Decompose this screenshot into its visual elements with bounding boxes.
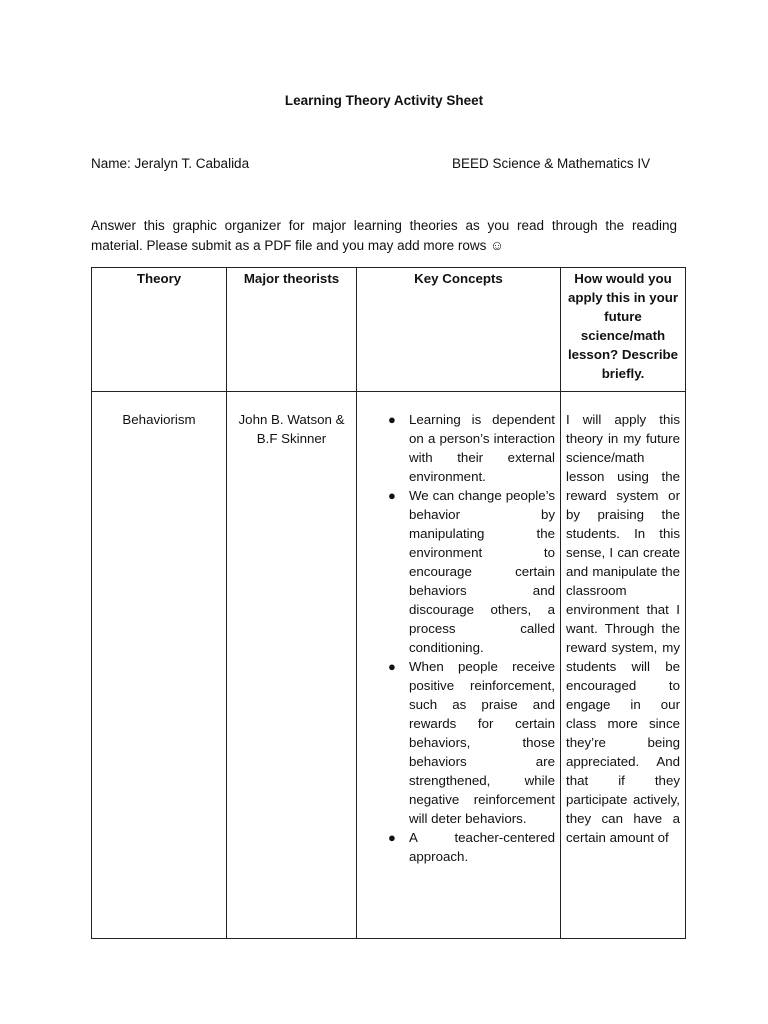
header-major-theorists: Major theorists bbox=[227, 268, 357, 392]
table-header-row bbox=[92, 268, 686, 392]
concept-text: A teacher-centered approach. bbox=[409, 830, 555, 864]
bullet-icon: ● bbox=[388, 830, 396, 845]
header-key-concepts: Key Concepts bbox=[357, 268, 561, 392]
bullet-icon: ● bbox=[388, 488, 396, 503]
bullet-icon: ● bbox=[388, 659, 396, 674]
list-item bbox=[361, 828, 555, 866]
theorists-cell: John B. Watson & B.F Skinner bbox=[227, 392, 357, 939]
key-concepts-cell bbox=[357, 392, 561, 939]
key-concepts-list bbox=[361, 410, 555, 866]
table-row bbox=[92, 392, 686, 939]
bullet-icon: ● bbox=[388, 412, 396, 427]
list-item bbox=[361, 410, 555, 486]
list-item bbox=[361, 657, 555, 828]
instructions-paragraph: Answer this graphic organizer for major learning theories as you read through the reading material. Please submit as a PDF file and you may add more rows ☺ bbox=[91, 218, 677, 253]
concept-text: Learning is dependent on a person’s interaction with their external environment. bbox=[409, 412, 555, 484]
list-item bbox=[361, 486, 555, 657]
student-name: Name: Jeralyn T. Cabalida bbox=[91, 156, 250, 171]
header-application: How would you apply this in your future science/math lesson? Describe briefly. bbox=[561, 268, 686, 392]
theory-cell: Behaviorism bbox=[92, 392, 227, 939]
course-label: BEED Science & Mathematics IV bbox=[452, 156, 651, 171]
learning-theory-table bbox=[91, 267, 686, 939]
header-theory: Theory bbox=[92, 268, 227, 392]
page-title: Learning Theory Activity Sheet bbox=[284, 93, 484, 108]
application-cell bbox=[561, 392, 686, 939]
concept-text: When people receive positive reinforcement, such as praise and rewards for certain behaviors, those behaviors are strengthened, while negative reinforcement will deter behaviors. bbox=[409, 659, 555, 826]
concept-text: We can change people’s behavior by manipulating the environment to encourage certain behaviors and discourage others, a process called conditioning. bbox=[409, 488, 555, 655]
application-text: I will apply this theory in my future science/math lesson using the reward system or by praising the students. In this sense, I can create and manipulate the classroom environment that I want. Through the reward system, my students will be encouraged to engage in our class more since they’re being appreciated. And that if they participate actively, they can have a certain amount of bbox=[566, 412, 680, 845]
